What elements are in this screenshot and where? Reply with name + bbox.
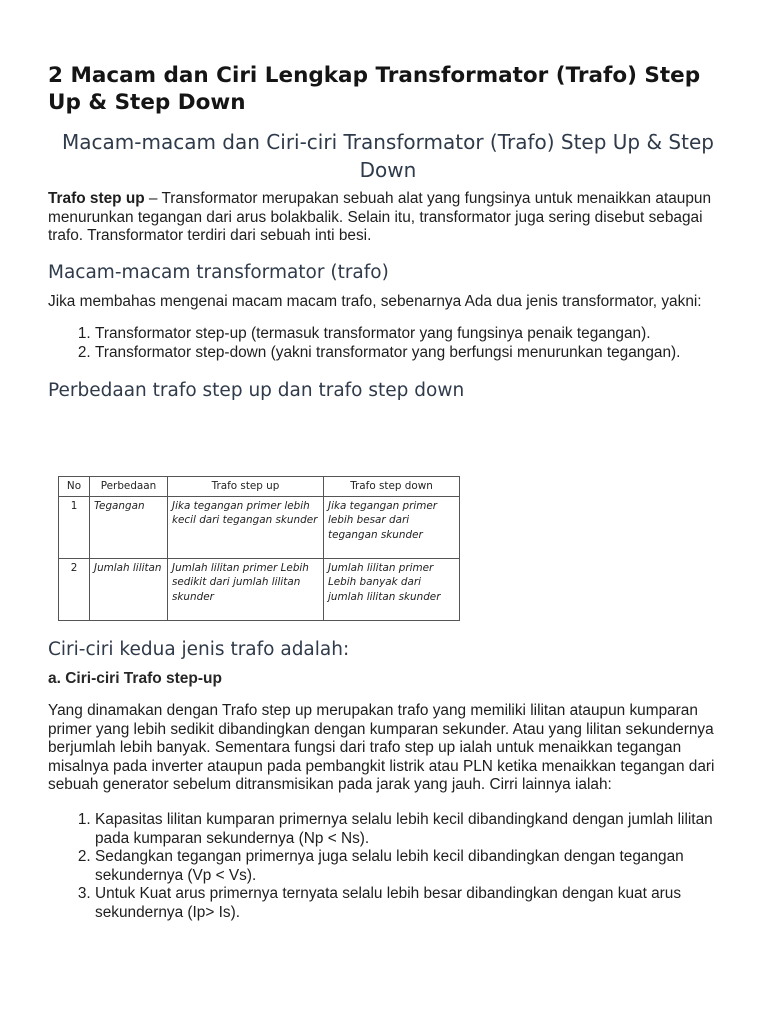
list-item: 3. Untuk Kuat arus primernya ternyata selalu lebih besar dibandingkan dengan kuat arus sekundernya (Ip> Is). — [95, 885, 728, 922]
types-paragraph: Jika membahas mengenai macam macam trafo, sebenarnya Ada dua jenis transformator, yakni: — [48, 292, 702, 310]
list-item: 1. Kapasitas lilitan kumparan primernya selalu lebih kecil dibandingkand dengan jumlah lilitan pada kumparan sekundernya (Np < Ns). — [95, 811, 728, 848]
table-cell: Jika tegangan primer lebih kecil dari tegangan skunder — [168, 496, 324, 558]
article-subtitle: Macam-macam dan Ciri-ciri Transformator (Trafo) Step Up & Step Down — [62, 130, 714, 182]
step-up-paragraph: Yang dinamakan dengan Trafo step up merupakan trafo yang memiliki lilitan ataupun kumparan primer yang lebih sedikit dibandingkan dengan kumparan sekunder. Atau yang lilitan sekundernya berjumlah lebih banyak. Sementara fungsi dari trafo step up ialah untuk menaikkan tegangan misalnya pada inverter ataupun pada pembangkit listrik atau PLN ketika menaikkan tegangan dari sebuah generator sebelum ditransmisikan pada jarak yang jauh. Cirri lainnya ialah: — [48, 702, 715, 794]
intro-text: – Transformator merupakan sebuah alat yang fungsinya untuk menaikkan ataupun menurunkan tegangan dari arus bolakbalik. Selain itu, transformator juga sering disebut sebagai trafo. Transformator terdiri dari sebuah inti besi. — [48, 190, 712, 245]
list-item: 2. Transformator step-down (yakni transformator yang berfungsi menurunkan tegangan). — [95, 344, 728, 363]
section-heading-differences: Perbedaan trafo step up dan trafo step down — [48, 379, 465, 401]
list-item: 1. Transformator step-up (termasuk transformator yang fungsinya penaik tegangan). — [95, 325, 728, 344]
table-cell: Jumlah lilitan primer Lebih banyak dari jumlah lilitan skunder — [324, 558, 460, 620]
types-list — [48, 325, 728, 362]
table-header-row — [59, 477, 460, 497]
characteristics-section — [48, 638, 728, 923]
page-title: 2 Macam dan Ciri Lengkap Transformator (Trafo) Step Up & Step Down — [48, 63, 701, 115]
header-cell: Trafo step up — [168, 477, 324, 497]
table-cell: Jumlah lilitan primer Lebih sedikit dari jumlah lilitan skunder — [168, 558, 324, 620]
header-cell: Perbedaan — [90, 477, 168, 497]
list-item: 2. Sedangkan tegangan primernya juga selalu lebih kecil dibandingkan dengan tegangan sekundernya (Vp < Vs). — [95, 848, 728, 885]
subsection-heading-step-up: a. Ciri-ciri Trafo step-up — [48, 670, 222, 687]
table-row — [59, 558, 460, 620]
intro-lead: Trafo step up — [48, 190, 145, 207]
document-page — [48, 62, 728, 403]
table-cell: Jika tegangan primer lebih besar dari tegangan skunder — [324, 496, 460, 558]
table-row — [59, 496, 460, 558]
header-cell: Trafo step down — [324, 477, 460, 497]
table-cell: Tegangan — [90, 496, 168, 558]
table-cell: Jumlah lilitan — [90, 558, 168, 620]
comparison-table — [58, 476, 460, 621]
section-heading-characteristics: Ciri-ciri kedua jenis trafo adalah: — [48, 639, 350, 660]
table-cell: 1 — [59, 496, 90, 558]
step-up-list — [48, 811, 728, 923]
intro-paragraph — [48, 190, 728, 246]
section-heading-types: Macam-macam transformator (trafo) — [48, 261, 389, 283]
table-cell: 2 — [59, 558, 90, 620]
header-cell: No — [59, 477, 90, 497]
